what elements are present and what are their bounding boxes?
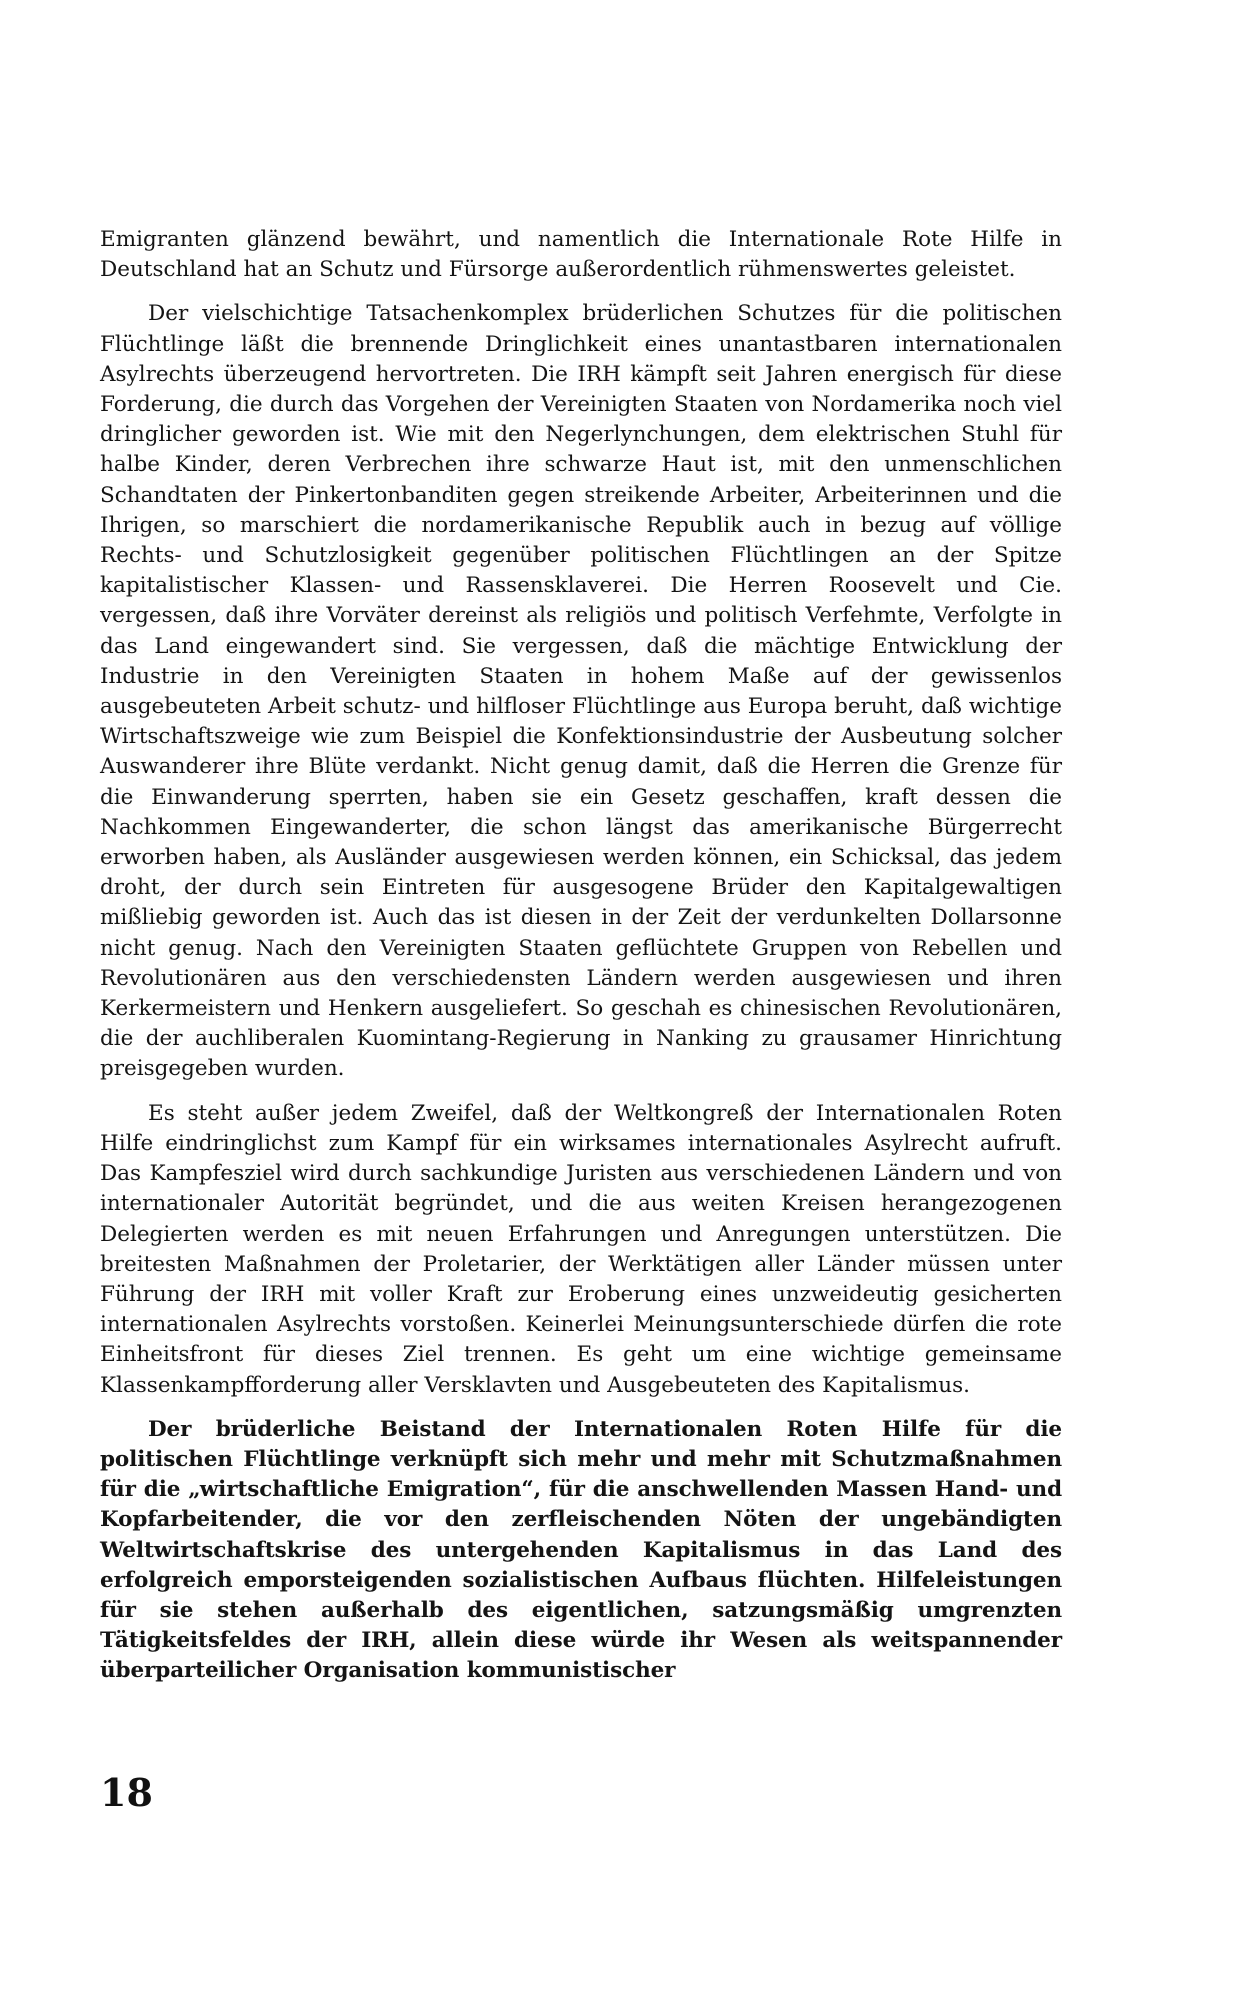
paragraph-continuation: Emigranten glänzend bewährt, und namentlich die Internationale Rote Hilfe in Deutschland hat an Schutz und Fürsorge außerordentlich rühmenswertes geleistet.	[100, 227, 1062, 283]
paragraph-economic-emigration: Der brüderliche Beistand der Internationalen Roten Hilfe für die politischen Flüchtlinge verknüpft sich mehr und mehr mit Schutzmaßnahmen für die „wirtschaftliche Emigration“, für die anschwellenden Massen Hand- und Kopfarbeitender, die vor den zerfleischenden Nöten der ungebändigten Weltwirtschaftskrise des untergehenden Kapitalismus in das Land des erfolgreich emporsteigenden sozialistischen Aufbaus flüchten. Hilfeleistungen für sie stehen außerhalb des eigentlichen, satzungsmäßig umgrenzten Tätigkeitsfeldes der IRH, allein diese würde ihr Wesen als weitspannender überparteilicher Organisation kommunistischer	[100, 1416, 1062, 1684]
paragraph-asylum-rights: Der vielschichtige Tatsachenkomplex brüderlichen Schutzes für die politischen Flüchtlinge läßt die brennende Dringlichkeit eines unantastbaren internationalen Asylrechts überzeugend hervortreten. Die IRH kämpft seit Jahren energisch für diese Forderung, die durch das Vorgehen der Vereinigten Staaten von Nordamerika noch viel dringlicher geworden ist. Wie mit den Negerlynchungen, dem elektrischen Stuhl für halbe Kinder, deren Verbrechen ihre schwarze Haut ist, mit den unmenschlichen Schandtaten der Pinkertonbanditen gegen streikende Arbeiter, Arbeiterinnen und die Ihrigen, so marschiert die nordamerikanische Republik auch in bezug auf völlige Rechts- und Schutzlosigkeit gegenüber politischen Flüchtlingen an der Spitze kapitalistischer Klassen- und Rassensklaverei. Die Herren Roosevelt und Cie. vergessen, daß ihre Vorväter dereinst als religiös und politisch Verfehmte, Verfolgte in das Land eingewandert sind. Sie vergessen, daß die mächtige Entwicklung der Industrie in den Vereinigten Staaten in hohem Maße auf der gewissenlos ausgebeuteten Arbeit schutz- und hilfloser Flüchtlinge aus Europa beruht, daß wichtige Wirtschaftszweige wie zum Beispiel die Konfektionsindustrie der Ausbeutung solcher Auswanderer ihre Blüte verdankt. Nicht genug damit, daß die Herren die Grenze für die Einwanderung sperrten, haben sie ein Gesetz geschaffen, kraft dessen die Nachkommen Eingewanderter, die schon längst das amerikanische Bürgerrecht erworben haben, als Ausländer ausgewiesen werden können, ein Schicksal, das jedem droht, der durch sein Eintreten für ausgesogene Brüder den Kapitalgewaltigen mißliebig geworden ist. Auch das ist diesen in der Zeit der verdunkelten Dollarsonne nicht genug. Nach den Vereinigten Staaten geflüchtete Gruppen von Rebellen und Revolutionären aus den verschiedensten Ländern werden ausgewiesen und ihren Kerkermeistern und Henkern ausgeliefert. So geschah es chinesischen Revolutionären, die der auchliberalen Kuomintang-Regierung in Nanking zu grausamer Hinrichtung preisgegeben wurden.	[100, 301, 1062, 1082]
body-text	[100, 225, 1062, 1687]
page-number: 18	[100, 1770, 153, 1815]
paragraph-world-congress: Es steht außer jedem Zweifel, daß der Weltkongreß der Internationalen Roten Hilfe eindringlichst zum Kampf für ein wirksames internationales Asylrecht aufruft. Das Kampfesziel wird durch sachkundige Juristen aus verschiedenen Ländern und von internationaler Autorität begründet, und die aus weiten Kreisen herangezogenen Delegierten werden es mit neuen Erfahrungen und Anregungen unterstützen. Die breitesten Maßnahmen der Proletarier, der Werktätigen aller Länder müssen unter Führung der IRH mit voller Kraft zur Eroberung eines unzweideutig gesicherten internationalen Asylrechts vorstoßen. Keinerlei Meinungsunterschiede dürfen die rote Einheitsfront für dieses Ziel trennen. Es geht um eine wichtige gemeinsame Klassenkampfforderung aller Versklavten und Ausgebeuteten des Kapitalismus.	[100, 1100, 1062, 1398]
